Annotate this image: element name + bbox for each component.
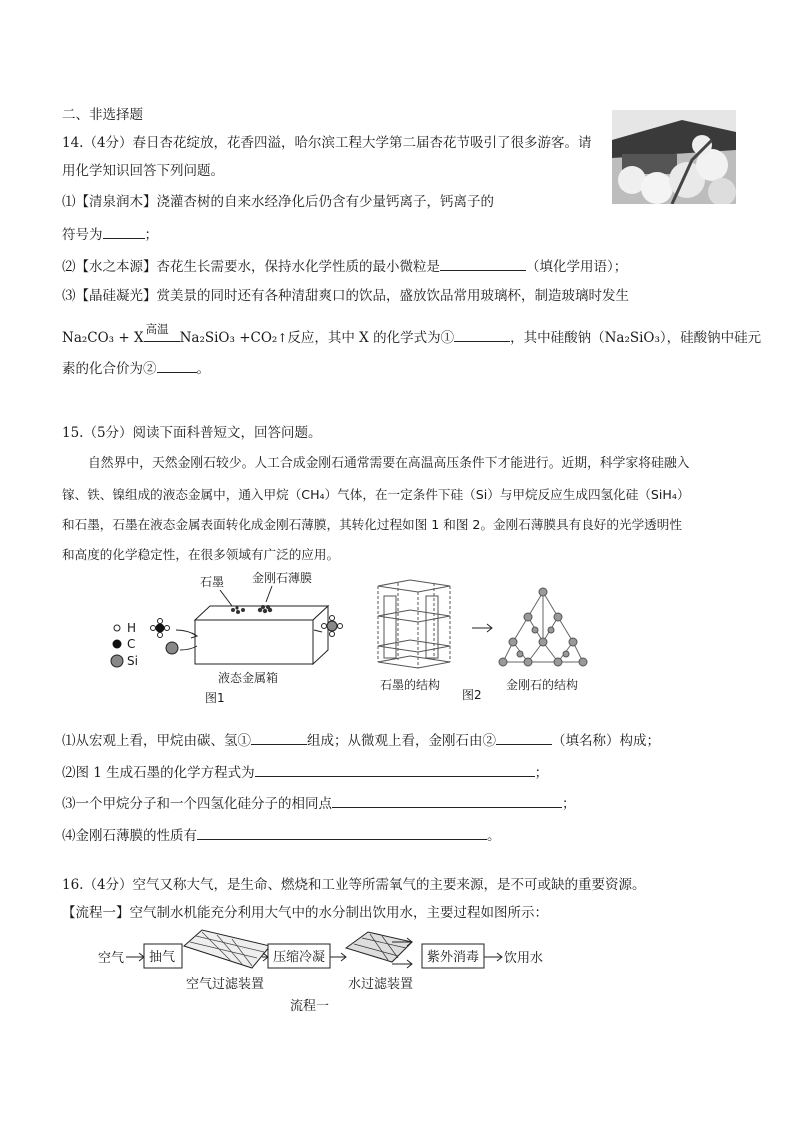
- fig2-label-graphite-struct: 石墨的结构: [380, 678, 441, 692]
- answer-blank[interactable]: [440, 256, 526, 271]
- q15-para3: 和石墨，石墨在液态金属表面转化成金刚石薄膜，其转化过程如图 1 和图 2。金刚石薄膜具有良好的光学透明性: [62, 517, 682, 532]
- flow-output: 饮用水: [504, 951, 544, 966]
- flow-step3: 紫外消毒: [427, 950, 480, 965]
- fig1-label-box: 液态金属箱: [218, 671, 279, 685]
- fig2-caption: 图2: [462, 688, 482, 702]
- punct: 。: [487, 828, 501, 844]
- punct: ；: [562, 796, 576, 812]
- equation-right: Na₂SiO₃ +CO₂: [179, 330, 278, 346]
- q15-sub2-text: ⑵图 1 生成石墨的化学方程式为: [62, 765, 255, 781]
- fig2-label-diamond-struct: 金刚石的结构: [506, 678, 579, 692]
- answer-blank[interactable]: [454, 327, 510, 342]
- reaction-condition: 高温: [145, 322, 169, 336]
- flow-diagram: [92, 922, 562, 1018]
- q15-para2: 镓、铁、镍组成的液态金属中，通入甲烷（CH₄）气体，在一定条件下硅（Si）与甲烷反应生成四氢化硅（SiH₄）: [62, 487, 690, 502]
- water-filter-icon: [346, 932, 412, 962]
- q14-part1-label: 符号为: [62, 227, 103, 243]
- gas-arrow-icon: ↑: [277, 331, 288, 345]
- q15-para1: 自然界中，天然金刚石较少。人工合成金刚石通常需要在高温高压条件下才能进行。近期，科学家将硅融入: [88, 456, 690, 471]
- q15-sub1: [62, 730, 660, 750]
- punct: ；: [144, 227, 158, 243]
- q15-sub1-text-a: ⑴从宏观上看，甲烷由碳、氢①: [62, 733, 251, 749]
- answer-blank[interactable]: [332, 793, 562, 808]
- q14-equation-line: [62, 322, 762, 347]
- equation-tail2: ，其中硅酸钠（Na₂SiO₃），硅酸钠中硅元: [510, 330, 762, 346]
- answer-blank[interactable]: [197, 825, 487, 840]
- answer-blank[interactable]: [496, 730, 552, 745]
- silicon-atom-icon: [166, 642, 178, 654]
- apricot-blossom-photo: [612, 110, 736, 204]
- equation-left: Na₂CO₃ + X: [62, 330, 144, 346]
- flow-caption: 流程一: [290, 999, 330, 1014]
- answer-blank[interactable]: [255, 762, 535, 777]
- q14-part1-answer-line: [62, 224, 158, 244]
- q15-sub1-text-b: 组成；从微观上看，金刚石由②: [307, 733, 496, 749]
- q14-part2: [62, 256, 627, 276]
- q15-sub3: [62, 793, 576, 813]
- q15-intro: 15.（5分）阅读下面科普短文，回答问题。: [62, 425, 322, 441]
- q15-sub1-text-c: （填名称）构成；: [552, 733, 660, 749]
- q16-intro: 16.（4分）空气又称大气，是生命、燃烧和工业等所需氧气的主要来源，是不可或缺的重要资源。: [62, 877, 646, 893]
- flow-step1: 抽气: [149, 950, 176, 965]
- answer-blank[interactable]: [157, 358, 197, 373]
- q14-intro-line1: 14.（4分）春日杏花绽放，花香四溢，哈尔滨工程大学第二届杏花节吸引了很多游客。请: [62, 135, 592, 151]
- fig1-label-graphite: 石墨: [200, 575, 225, 589]
- q14-part2-text: ⑵【水之本源】杏花生长需要水，保持水化学性质的最小微粒是: [62, 259, 440, 275]
- legend-h: H: [127, 621, 137, 635]
- flow-filter2: 水过滤装置: [348, 977, 414, 992]
- q14-part1: ⑴【清泉润木】浇灌杏树的自来水经净化后仍含有少量钙离子，钙离子的: [62, 194, 494, 210]
- air-filter-icon: [184, 930, 270, 968]
- fig1-label-film: 金刚石薄膜: [252, 571, 313, 585]
- q15-para4: 和高度的化学稳定性，在很多领域有广泛的应用。: [62, 547, 340, 562]
- graphite-structure-icon: [378, 580, 450, 668]
- q14-part3-end: [62, 358, 210, 378]
- punct: 。: [196, 361, 210, 377]
- section-title: 二、非选择题: [62, 107, 143, 123]
- legend-c: C: [127, 637, 136, 651]
- methane-molecule-icon: [151, 619, 170, 638]
- legend-si: Si: [127, 654, 138, 668]
- q15-sub4-text: ⑷金刚石薄膜的性质有: [62, 828, 197, 844]
- flow-filter1: 空气过滤装置: [186, 977, 265, 992]
- equation-tail: 反应，其中 X 的化学式为①: [287, 330, 455, 346]
- q14-part3-end-text: 素的化合价为②: [62, 361, 157, 377]
- figure-1: [100, 570, 360, 710]
- fig1-legend: [111, 621, 138, 668]
- q14-part3: ⑶【晶硅凝光】赏美景的同时还有各种清甜爽口的饮品，盛放饮品常用玻璃杯，制造玻璃时发生: [62, 288, 629, 304]
- q14-intro-line2: 用化学知识回答下列问题。: [62, 163, 224, 179]
- answer-blank[interactable]: [251, 730, 307, 745]
- fig1-caption: 图1: [205, 691, 225, 705]
- diamond-structure-icon: [503, 592, 583, 662]
- answer-blank[interactable]: [103, 224, 145, 239]
- q15-sub4: [62, 825, 501, 845]
- q14-part2-tail: （填化学用语）；: [526, 259, 628, 275]
- q15-sub2: [62, 762, 548, 782]
- q15-sub3-text: ⑶一个甲烷分子和一个四氢化硅分子的相同点: [62, 796, 332, 812]
- punct: ；: [534, 765, 549, 781]
- flow-air: 空气: [98, 951, 125, 966]
- flow-step2: 压缩冷凝: [273, 950, 326, 965]
- reaction-arrow: [144, 322, 180, 342]
- q16-flow-intro: 【流程一】空气制水机能充分利用大气中的水分制出饮用水，主要过程如图所示：: [62, 905, 548, 921]
- figure-2: [368, 572, 618, 702]
